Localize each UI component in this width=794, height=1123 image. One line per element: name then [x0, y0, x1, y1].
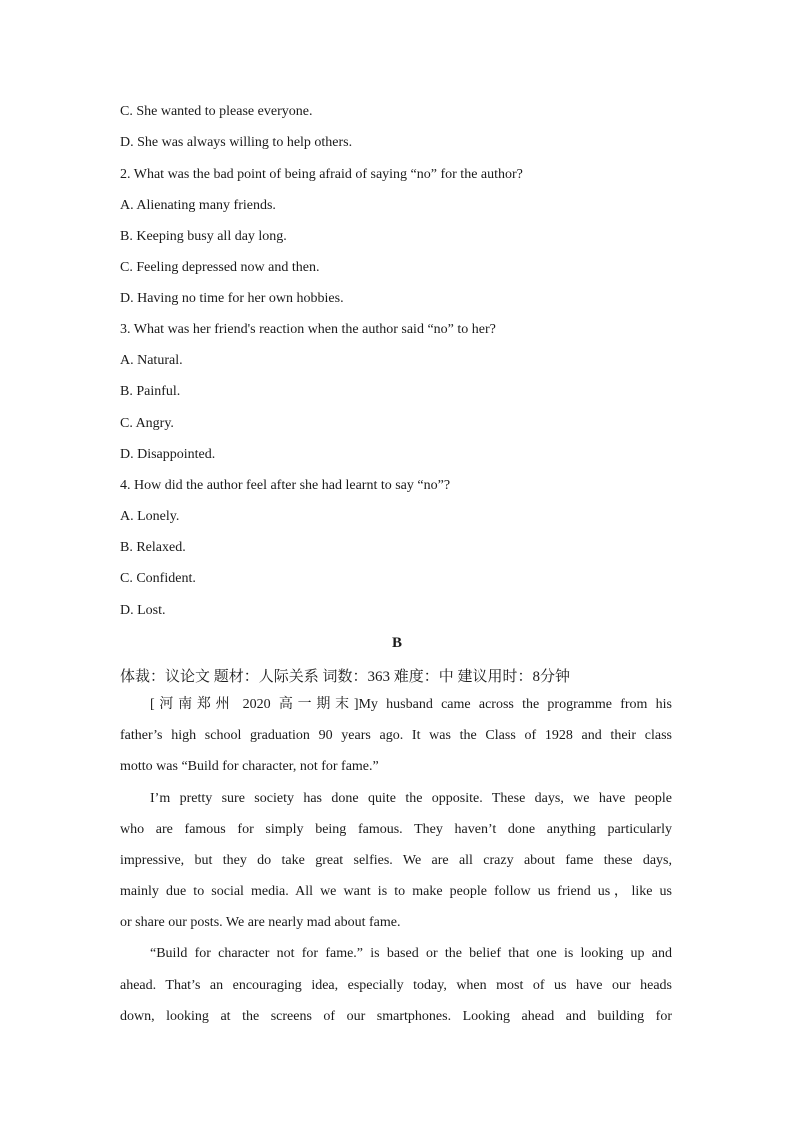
section-title: B	[391, 635, 402, 651]
passage-line: or share our posts. We are nearly mad about fame.	[120, 915, 401, 930]
passage-line: mainly due to social media. All we want is to make people follow us friend us，like us	[120, 884, 672, 899]
question-line: 2. What was the bad point of being afraid of saying “no” for the author?	[120, 167, 523, 182]
option-line: C. Angry.	[120, 416, 174, 431]
option-line: C. She wanted to please everyone.	[120, 104, 313, 119]
option-line: C. Confident.	[120, 571, 196, 586]
option-line: B. Relaxed.	[120, 540, 186, 555]
passage-line: who are famous for simply being famous. They haven’t done anything particularly	[120, 822, 672, 837]
option-line: D. Disappointed.	[120, 447, 216, 462]
option-line: D. She was always willing to help others.	[120, 135, 353, 150]
option-line: B. Painful.	[120, 384, 181, 399]
option-line: A. Alienating many friends.	[120, 198, 276, 213]
option-line: A. Natural.	[120, 353, 183, 368]
passage-line: down, looking at the screens of our smartphones. Looking ahead and building for	[120, 1009, 672, 1024]
option-line: D. Lost.	[120, 603, 166, 618]
passage-line: father’s high school graduation 90 years ago. It was the Class of 1928 and their class	[120, 728, 672, 743]
passage-line: “Build for character not for fame.” is based or the belief that one is looking up and	[150, 946, 672, 961]
option-line: D. Having no time for her own hobbies.	[120, 291, 344, 306]
passage-line: motto was “Build for character, not for fame.”	[120, 759, 379, 774]
passage-line: ahead. That’s an encouraging idea, especially today, when most of us have our heads	[120, 978, 672, 993]
passage-line: I’m pretty sure society has done quite the opposite. These days, we have people	[150, 791, 672, 806]
question-line: 4. How did the author feel after she had learnt to say “no”?	[120, 478, 451, 493]
passage-meta: 体裁：议论文 题材：人际关系 词数：363 难度：中 建议用时：8分钟	[120, 669, 571, 685]
passage-line: [河南郑州 2020 高一期末]My husband came across the programme from his	[150, 697, 672, 712]
question-line: 3. What was her friend's reaction when the author said “no” to her?	[120, 322, 496, 337]
option-line: A. Lonely.	[120, 509, 180, 524]
option-line: B. Keeping busy all day long.	[120, 229, 287, 244]
passage-line: impressive, but they do take great selfies. We are all crazy about fame these days,	[120, 853, 672, 868]
option-line: C. Feeling depressed now and then.	[120, 260, 320, 275]
